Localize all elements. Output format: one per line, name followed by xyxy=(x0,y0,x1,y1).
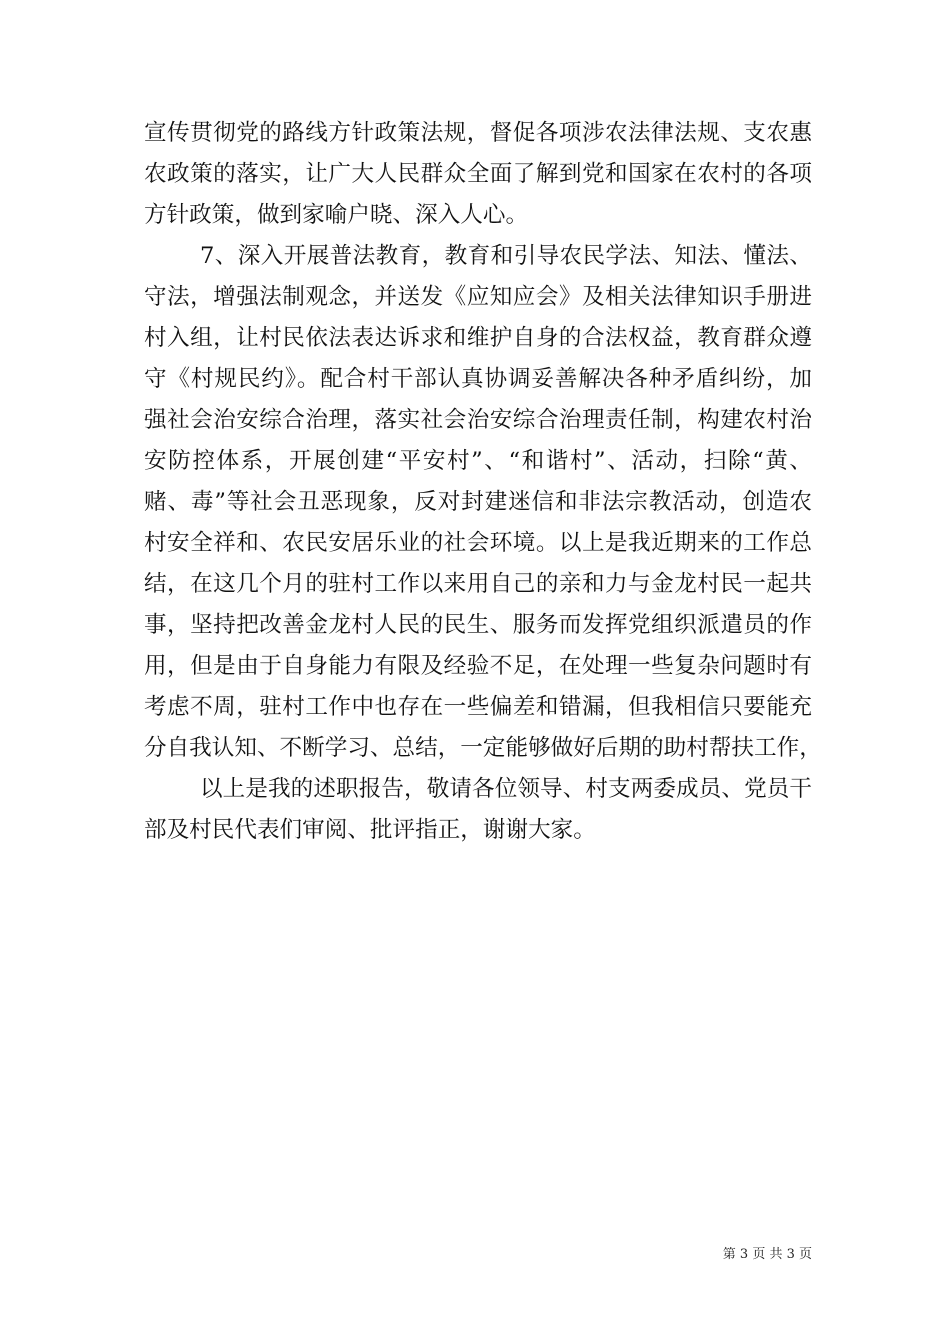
text-line: 农政策的落实，让广大人民群众全面了解到党和国家在农村的各项 xyxy=(144,161,812,187)
text-line: 村入组，让村民依法表达诉求和维护自身的合法权益，教育群众遵 xyxy=(144,325,812,351)
page-number: 第 3 页 共 3 页 xyxy=(722,1247,812,1262)
text-line: 考虑不周，驻村工作中也存在一些偏差和错漏，但我相信只要能充 xyxy=(144,694,812,720)
text-line: 安防控体系，开展创建“平安村”、“和谐村”、活动，扫除“黄、 xyxy=(144,448,812,474)
text-line: 方针政策，做到家喻户晓、深入人心。 xyxy=(144,202,529,228)
text-line: 事，坚持把改善金龙村人民的民生、服务而发挥党组织派遣员的作 xyxy=(144,612,812,638)
text-line: 守法，增强法制观念，并送发《应知应会》及相关法律知识手册进 xyxy=(144,284,812,310)
text-line: 部及村民代表们审阅、批评指正，谢谢大家。 xyxy=(144,817,596,843)
text-line: 村安全祥和、农民安居乐业的社会环境。以上是我近期来的工作总 xyxy=(144,530,812,556)
text-line: 赌、毒”等社会丑恶现象，反对封建迷信和非法宗教活动，创造农 xyxy=(144,489,812,515)
text-line: 以上是我的述职报告，敬请各位领导、村支两委成员、党员干 xyxy=(200,776,812,802)
text-line: 结，在这几个月的驻村工作以来用自己的亲和力与金龙村民一起共 xyxy=(144,571,812,597)
text-line: 守《村规民约》。配合村干部认真协调妥善解决各种矛盾纠纷，加 xyxy=(144,366,812,392)
text-line: 宣传贯彻党的路线方针政策法规，督促各项涉农法律法规、支农惠 xyxy=(144,120,812,146)
document-body xyxy=(144,113,822,851)
text-line: 7、深入开展普法教育，教育和引导农民学法、知法、懂法、 xyxy=(200,243,812,269)
text-line: 分自我认知、不断学习、总结，一定能够做好后期的助村帮扶工作， xyxy=(144,735,822,761)
text-line: 强社会治安综合治理，落实社会治安综合治理责任制，构建农村治 xyxy=(144,407,812,433)
text-line: 用，但是由于自身能力有限及经验不足，在处理一些复杂问题时有 xyxy=(144,653,812,679)
